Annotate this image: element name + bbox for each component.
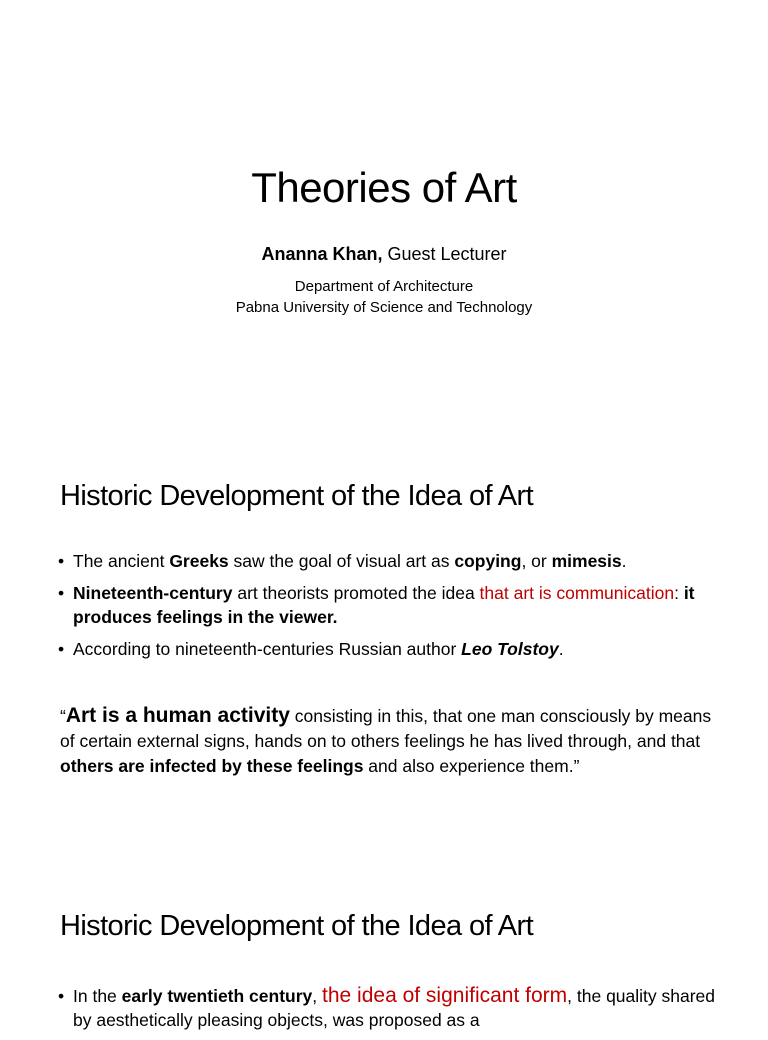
slide-historic-development-2 — [0, 864, 768, 1030]
text-bold: it produces feelings in the viewer. — [73, 583, 695, 627]
text: and also experience them.” — [363, 756, 580, 776]
bullet-item — [58, 581, 718, 629]
slide-historic-development-1 — [0, 432, 768, 864]
tolstoy-quote — [60, 703, 720, 779]
text-bold-italic: Leo Tolstoy — [461, 639, 559, 659]
university: Pabna University of Science and Technology — [235, 299, 533, 316]
text-bold: Greeks — [169, 551, 229, 571]
bullet-dot: • — [58, 639, 65, 659]
bullet-dot: • — [58, 583, 65, 603]
text: , — [312, 986, 323, 1006]
text-red: that art is communication — [479, 583, 675, 603]
slide-title-heading: Theories of Art — [251, 164, 517, 211]
text: The ancient — [73, 551, 170, 571]
slide-heading: Historic Development of the Idea of Art — [60, 910, 534, 942]
author-line — [0, 244, 768, 265]
bullet-dot: • — [58, 986, 65, 1006]
text: consisting in this, that one man consciously by means of certain external signs, hands on to others feelings he has lived through, and that — [60, 706, 712, 751]
text: According to nineteenth-centuries Russian author — [73, 639, 462, 659]
text-bold: Nineteenth-century — [73, 583, 233, 603]
text-bold: early twentieth century — [121, 986, 313, 1006]
text-bold: mimesis — [551, 551, 622, 571]
quote-mark: “ — [60, 706, 66, 726]
bullet-item — [58, 984, 718, 1032]
text: . — [621, 551, 627, 571]
text: art theorists promoted the idea — [232, 583, 480, 603]
text-bold: copying — [454, 551, 522, 571]
text: In the — [73, 986, 122, 1006]
text: saw the goal of visual art as — [228, 551, 455, 571]
slide-heading: Historic Development of the Idea of Art — [60, 480, 534, 512]
bullet-list — [58, 549, 718, 669]
affiliation — [0, 276, 768, 318]
department: Department of Architecture — [294, 278, 474, 295]
text: . — [558, 639, 564, 659]
text-bold: others are infected by these feelings — [60, 756, 364, 776]
author-name: Ananna Khan, — [261, 244, 383, 264]
text-bold: Art is a human activity — [65, 704, 290, 727]
text: : — [674, 583, 684, 603]
bullet-list — [58, 984, 718, 1040]
slide-title — [0, 0, 768, 432]
text: , the quality shared by aesthetically pleasing objects, was proposed as a — [73, 986, 716, 1030]
author-role: Guest Lecturer — [387, 244, 507, 264]
bullet-item — [58, 549, 718, 573]
bullet-item — [58, 637, 718, 661]
text: , or — [521, 551, 552, 571]
bullet-dot: • — [58, 551, 65, 571]
text-red-large: the idea of significant form — [322, 984, 568, 1007]
